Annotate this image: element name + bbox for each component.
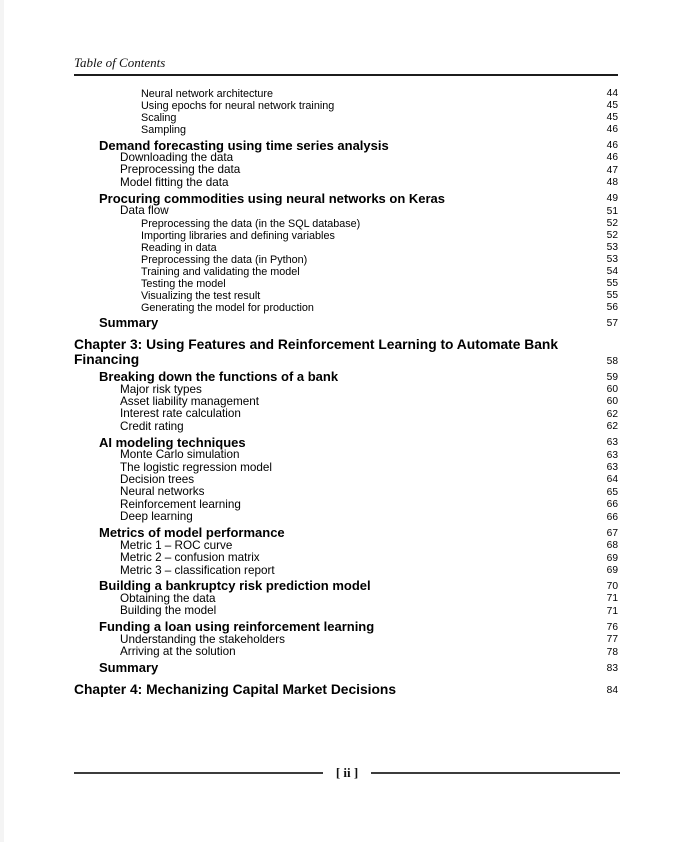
toc-entry-page-number: 71: [606, 605, 618, 617]
toc-entry-page-number: 65: [606, 486, 618, 498]
toc-entry-page-number: 56: [606, 301, 618, 313]
toc-entry-title: Decision trees: [120, 473, 195, 487]
toc-entry-page-number: 59: [606, 371, 618, 383]
toc-entry[interactable]: [74, 100, 618, 112]
toc-entry[interactable]: [74, 421, 618, 433]
toc-entry[interactable]: [74, 511, 618, 523]
toc-entry-page-number: 62: [606, 421, 618, 433]
toc-entry-title: Building a bankruptcy risk prediction model: [99, 578, 371, 594]
toc-entry-title: Generating the model for production: [141, 301, 314, 314]
toc-entry-title: Model fitting the data: [120, 175, 229, 189]
toc-entry[interactable]: [74, 242, 618, 254]
toc-entry-title: Using epochs for neural network training: [141, 100, 335, 112]
toc-entry-title: Asset liability management: [120, 395, 260, 409]
toc-entry-title: Breaking down the functions of a bank: [99, 369, 339, 385]
toc-entry-title: Preprocessing the data (in the SQL database): [141, 217, 361, 230]
toc-entry[interactable]: [74, 266, 618, 278]
toc-entry-page-number: 69: [606, 552, 618, 564]
toc-entry-title: Chapter 3: Using Features and Reinforcement Learning to Automate Bank Financing: [74, 336, 558, 368]
toc-entry-page-number: 67: [606, 527, 618, 539]
toc-entry[interactable]: [74, 124, 618, 136]
toc-entry-title: Downloading the data: [120, 151, 234, 164]
toc-entry-page-number: 45: [606, 100, 618, 111]
toc-entry-title: Metric 1 – ROC curve: [120, 538, 233, 552]
toc-entry-title: Training and validating the model: [141, 265, 300, 278]
toc-entry[interactable]: [74, 682, 618, 698]
toc-entry-title: Chapter 4: Mechanizing Capital Market Decisions: [74, 681, 397, 697]
toc-entry-page-number: 57: [606, 317, 618, 329]
toc-entry-page-number: 66: [606, 499, 618, 511]
toc-entry[interactable]: [74, 552, 618, 564]
page-edge-shadow: [0, 0, 4, 842]
toc-entry-title: Arriving at the solution: [120, 645, 236, 659]
toc-entry-page-number: 55: [606, 289, 618, 301]
toc-entry[interactable]: [74, 112, 618, 124]
toc-entry[interactable]: [74, 526, 618, 540]
toc-entry[interactable]: [74, 579, 618, 593]
toc-entry-page-number: 60: [606, 384, 618, 396]
toc-entry-title: Visualizing the test result: [141, 289, 261, 302]
toc-entry-title: Building the model: [120, 604, 217, 618]
toc-entry[interactable]: [74, 316, 618, 330]
toc-entry-page-number: 46: [606, 152, 618, 164]
toc-entry-title: Major risk types: [120, 382, 202, 396]
toc-entry-title: Metric 2 – confusion matrix: [120, 551, 260, 565]
toc-entry-title: Funding a loan using reinforcement learning: [99, 619, 375, 635]
toc-entry-page-number: 51: [606, 205, 618, 217]
toc-entry-page-number: 53: [606, 241, 618, 253]
toc-entry[interactable]: [74, 337, 618, 368]
toc-entry-page-number: 84: [606, 685, 618, 697]
toc-entry[interactable]: [74, 290, 618, 302]
toc-entry-page-number: 47: [606, 164, 618, 176]
toc-entry-title: Neural networks: [120, 485, 205, 499]
toc-entry-page-number: 60: [606, 396, 618, 408]
toc-entry-page-number: 45: [606, 112, 618, 123]
toc-entry-page-number: 83: [606, 662, 618, 674]
toc-entry[interactable]: [74, 192, 618, 206]
running-header-title: Table of Contents: [74, 55, 166, 70]
toc-entry-page-number: 70: [606, 580, 618, 592]
toc-entry-title: Credit rating: [120, 419, 184, 433]
toc-entry-page-number: 48: [606, 177, 618, 189]
toc-entry[interactable]: [74, 661, 618, 675]
toc-entry-title: Summary: [99, 660, 159, 676]
toc-entry[interactable]: [74, 565, 618, 577]
toc-entry-title: Metrics of model performance: [99, 525, 285, 541]
toc-entry-page-number: 55: [606, 277, 618, 289]
toc-entry-title: Data flow: [120, 204, 169, 218]
toc-entry-title: Reinforcement learning: [120, 497, 241, 511]
toc-entry-page-number: 49: [606, 193, 618, 205]
page-header: [74, 56, 618, 76]
toc-entry[interactable]: [74, 449, 618, 461]
toc-entry[interactable]: [74, 164, 618, 176]
toc-entry-title: Reading in data: [141, 241, 217, 254]
toc-entry[interactable]: [74, 139, 618, 153]
toc-entry[interactable]: [74, 254, 618, 266]
header-rule: [74, 74, 618, 76]
toc-entry-title: Importing libraries and defining variables: [141, 229, 335, 242]
toc-entry-title: Preprocessing the data: [120, 163, 241, 177]
toc-entry-page-number: 63: [606, 449, 618, 461]
toc-entry-title: Preprocessing the data (in Python): [141, 253, 308, 266]
toc-entry-title: AI modeling techniques: [99, 434, 246, 450]
toc-entry[interactable]: [74, 230, 618, 242]
toc-entry[interactable]: [74, 88, 618, 100]
toc-entry-page-number: 63: [606, 437, 618, 449]
toc-entry[interactable]: [74, 605, 618, 617]
toc-entry-title: Procuring commodities using neural networks on Keras: [99, 190, 446, 206]
toc-entry[interactable]: [74, 408, 618, 420]
toc-entry-title: Deep learning: [120, 510, 193, 524]
toc-entry-page-number: 77: [606, 634, 618, 646]
toc-entry-page-number: 53: [606, 253, 618, 265]
toc-entry[interactable]: [74, 486, 618, 498]
toc-entry[interactable]: [74, 205, 618, 217]
toc-entry-title: Testing the model: [141, 277, 226, 290]
toc-entry-title: The logistic regression model: [120, 460, 273, 474]
toc-entry-title: Metric 3 – classification report: [120, 563, 275, 577]
toc-entry-page-number: 76: [606, 621, 618, 633]
toc-entry-page-number: 64: [606, 474, 618, 486]
toc-entry-page-number: 66: [606, 511, 618, 523]
toc-entry-title: Obtaining the data: [120, 591, 216, 605]
toc-entry-page-number: 52: [606, 217, 618, 229]
toc-entry-title: Understanding the stakeholders: [120, 632, 286, 646]
toc-entry-title: Interest rate calculation: [120, 407, 241, 421]
toc-entry-page-number: 69: [606, 564, 618, 576]
toc-entry-page-number: 63: [606, 462, 618, 474]
toc-entry[interactable]: [74, 436, 618, 450]
page-number-folio: [ ii ]: [335, 765, 359, 780]
footer-rule-left: [74, 772, 323, 774]
toc-entry-page-number: 52: [606, 229, 618, 241]
toc-entry-page-number: 68: [606, 540, 618, 552]
toc-entry[interactable]: [74, 218, 618, 230]
toc-entry-title: Monte Carlo simulation: [120, 448, 240, 462]
toc-entry-page-number: 58: [606, 355, 618, 367]
toc-entry[interactable]: [74, 177, 618, 189]
toc-entry-page-number: 54: [606, 265, 618, 277]
toc-entry-page-number: 62: [606, 408, 618, 420]
toc-entry[interactable]: [74, 646, 618, 658]
toc-entry-title: Summary: [99, 315, 159, 331]
footer-rule-right: [371, 772, 620, 774]
toc-entry[interactable]: [74, 278, 618, 290]
toc-entry[interactable]: [74, 620, 618, 634]
toc-entry[interactable]: [74, 370, 618, 384]
toc-entry-title: Scaling: [141, 112, 177, 124]
toc-entry-title: Neural network architecture: [141, 88, 274, 100]
page-footer: [74, 766, 620, 780]
toc-entry[interactable]: [74, 302, 618, 314]
toc-entry-page-number: 71: [606, 593, 618, 605]
toc-list: [74, 88, 618, 698]
toc-entry-title: Demand forecasting using time series analysis: [99, 137, 389, 153]
toc-entry-page-number: 46: [606, 140, 618, 151]
toc-entry-page-number: 46: [606, 124, 618, 135]
toc-entry-title: Sampling: [141, 124, 187, 136]
toc-entry-page-number: 44: [606, 88, 618, 99]
toc-entry-page-number: 78: [606, 646, 618, 658]
